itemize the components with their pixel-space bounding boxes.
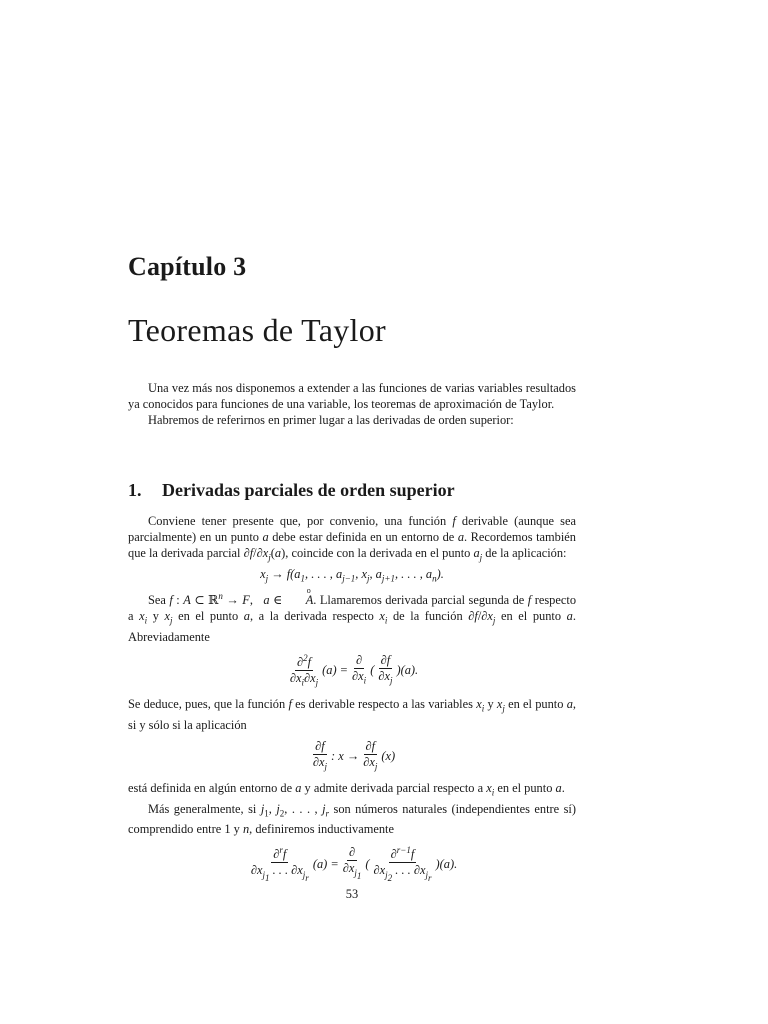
body-paragraph-5: Más generalmente, si $j_1$, $j_2$, . . . , $j_r$ son números naturales (independientes entre sí) comprendido entre 1 y n, definiremos inductivamente — [128, 801, 577, 836]
section-body — [128, 513, 576, 891]
intro-paragraph-1: Una vez más nos disponemos a extender a las funciones de varias variables resultados ya conocidos para funciones de una variable, los teoremas de aproximación de Taylor. — [128, 381, 576, 411]
equation-mapping: $x_j \to f(a_1$, . . . , $a_{j-1}$, $x_j$, $a_{j+1}$, . . . , $a_n$). — [260, 567, 444, 584]
chapter-title: Teoremas de Taylor — [128, 312, 387, 348]
equation-partial-map: $\frac{\partial f}{\partial x_j}$ : x → $\frac{\partial f}{\partial x_j}$ (x) — [312, 738, 396, 772]
body-paragraph-1: Conviene tener presente que, por convenio, una función f derivable (aunque sea parcialmente) en un punto a debe estar definida en un entorno de a. Recordemos también que la derivada parcial $\partial f/\partial x_j(a)$, coincide con la derivada en el punto $a_j$ de la aplicación: — [128, 514, 576, 563]
intro-text — [128, 380, 576, 428]
page — [128, 0, 576, 1024]
section-title: Derivadas parciales de orden superior — [162, 480, 455, 500]
intro-paragraph-2: Habremos de referirnos en primer lugar a las derivadas de orden superior: — [148, 413, 514, 427]
chapter-label: Capítulo 3 — [128, 252, 247, 281]
equation-second-derivative: $\frac{\partial^2f}{\partial x_i\partial x_j}$ (a) = $\frac{\partial}{\partial x_i}$ ( $\frac{\partial f}{\partial x_j}$ )(a). — [289, 652, 419, 688]
page-number: 53 — [345, 887, 359, 901]
body-paragraph-3: Se deduce, pues, que la función f es derivable respecto a las variables $x_i$ y $x_j$ en el punto a, si y sólo si la aplicación — [128, 697, 576, 732]
section-heading — [128, 480, 455, 501]
body-paragraph-2: Sea f : A ⊂ ℝ$^n$ → F, a ∈ o A. Llamaremos derivada parcial segunda de f respecto a $x_i$ y $x_j$ en el punto a, a la derivada respecto $x_i$ de la función $\partial f/\partial x_j$ en el punto a. Abreviadamente — [128, 588, 576, 645]
section-number: 1. — [128, 480, 142, 500]
body-paragraph-4: está definida en algún entorno de a y admite derivada parcial respecto a $x_i$ en el punto a. — [128, 781, 565, 798]
equation-higher-derivative: $\frac{\partial^rf}{\partial x_{j_1} . . . \partial x_{j_r}}$ (a) = $\frac{\partial}{\partial x_{j_1}}$ ( $\frac{\partial^{r-1}f}{\partial x_{j_2} . . . \partial x_{j_r}}$ )(a). — [250, 845, 458, 883]
